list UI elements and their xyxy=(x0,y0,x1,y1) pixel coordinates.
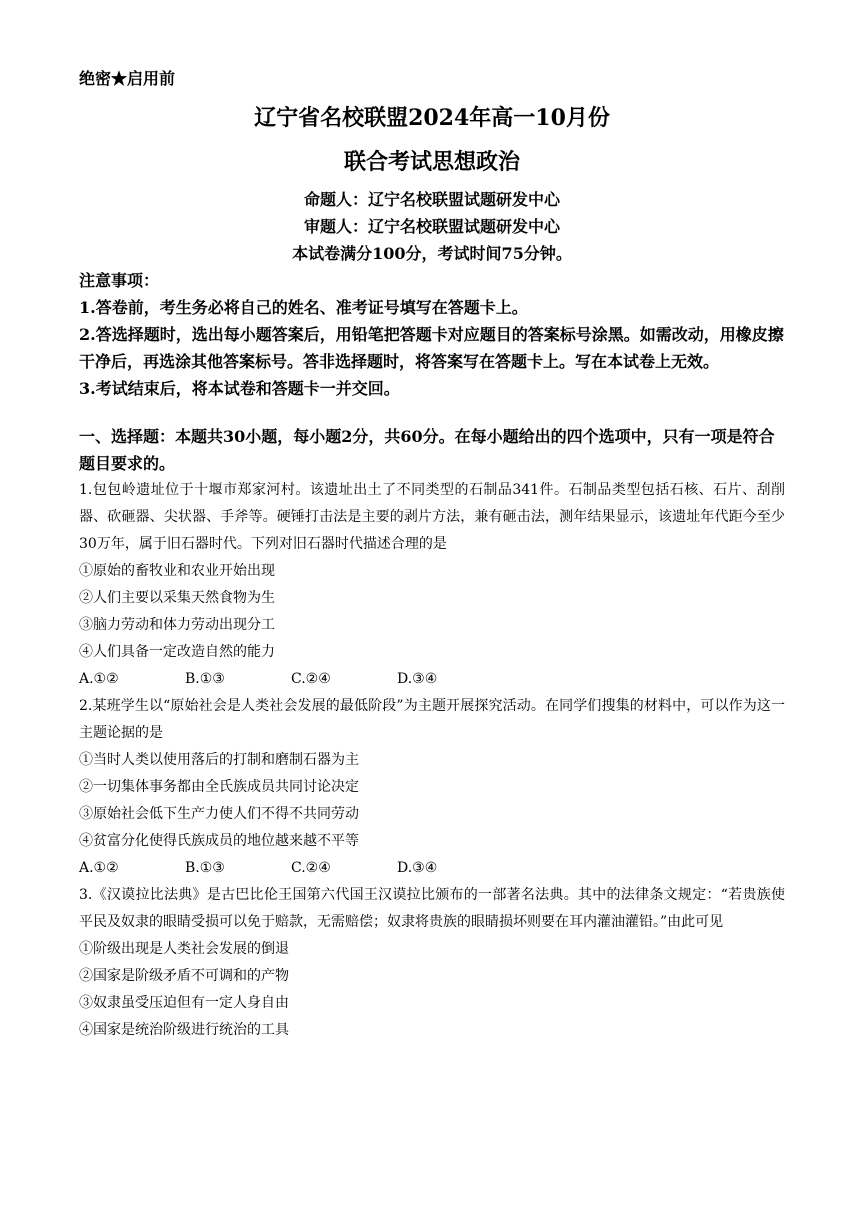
question-1 xyxy=(79,477,785,693)
score-time-line: 本试卷满分100分，考试时间75分钟。 xyxy=(292,244,572,263)
answer-choice-a: A.①② xyxy=(79,860,119,876)
notice-heading: 注意事项： xyxy=(79,271,160,290)
question-option: ①当时人类以使用落后的打制和磨制石器为主 xyxy=(79,752,359,768)
answer-choice-a: A.①② xyxy=(79,671,119,687)
question-option: ②人们主要以采集天然食物为生 xyxy=(79,590,275,606)
answer-choice-c: C.②④ xyxy=(291,860,331,876)
answer-choice-d: D.③④ xyxy=(397,860,438,876)
question-option: ④人们具备一定改造自然的能力 xyxy=(79,644,275,660)
author-block xyxy=(79,186,785,267)
question-option: ③脑力劳动和体力劳动出现分工 xyxy=(79,617,275,633)
notice-item-3: 3.考试结束后，将本试卷和答题卡一并交回。 xyxy=(79,379,400,398)
reviewer-line: 审题人：辽宁名校联盟试题研发中心 xyxy=(303,217,560,236)
question-option: ①原始的畜牧业和农业开始出现 xyxy=(79,563,275,579)
answer-choice-d: D.③④ xyxy=(397,671,438,687)
answer-choices xyxy=(79,855,785,882)
section-heading: 一、选择题：本题共30小题，每小题2分，共60分。在每小题给出的四个选项中，只有一项是符合题目要求的。 xyxy=(79,427,775,473)
question-stem: 2.某班学生以“原始社会是人类社会发展的最低阶段”为主题开展探究活动。在同学们搜集的材料中，可以作为这一主题论据的是 xyxy=(79,698,785,741)
question-option: ③奴隶虽受压迫但有一定人身自由 xyxy=(79,995,289,1011)
question-3 xyxy=(79,882,785,1044)
answer-choice-b: B.①③ xyxy=(185,860,225,876)
question-option: ①阶级出现是人类社会发展的倒退 xyxy=(79,941,289,957)
question-option: ③原始社会低下生产力使人们不得不共同劳动 xyxy=(79,806,359,822)
notice-item-1: 1.答卷前，考生务必将自己的姓名、准考证号填写在答题卡上。 xyxy=(79,298,528,317)
question-stem: 1.包包岭遗址位于十堰市郑家河村。该遗址出土了不同类型的石制品341件。石制品类型包括石核、石片、刮削器、砍砸器、尖状器、手斧等。硬锤打击法是主要的剥片方法，兼有砸击法，测年结果显示，该遗址年代距今至少30万年，属于旧石器时代。下列对旧石器时代描述合理的是 xyxy=(79,482,785,552)
question-option: ②国家是阶级矛盾不可调和的产物 xyxy=(79,968,289,984)
question-option: ④贫富分化使得氏族成员的地位越来越不平等 xyxy=(79,833,359,849)
question-option: ②一切集体事务都由全氏族成员共同讨论决定 xyxy=(79,779,359,795)
notice-item-2: 2.答选择题时，选出每小题答案后，用铅笔把答题卡对应题目的答案标号涂黑。如需改动，用橡皮擦干净后，再选涂其他答案标号。答非选择题时，将答案写在答题卡上。写在本试卷上无效。 xyxy=(79,325,784,371)
author-line: 命题人：辽宁名校联盟试题研发中心 xyxy=(303,190,560,209)
question-2 xyxy=(79,693,785,882)
answer-choice-b: B.①③ xyxy=(185,671,225,687)
confidential-label: 绝密★启用前 xyxy=(79,69,176,88)
exam-title-line2: 联合考试思想政治 xyxy=(343,149,520,175)
answer-choice-c: C.②④ xyxy=(291,671,331,687)
answer-choices xyxy=(79,666,785,693)
exam-title-line1: 辽宁省名校联盟2024年高一10月份 xyxy=(254,105,610,131)
question-option: ④国家是统治阶级进行统治的工具 xyxy=(79,1022,289,1038)
exam-page xyxy=(79,66,785,1044)
question-stem: 3.《汉谟拉比法典》是古巴比伦王国第六代国王汉谟拉比颁布的一部著名法典。其中的法律条文规定：“若贵族使平民及奴隶的眼睛受损可以免于赔款，无需赔偿；奴隶将贵族的眼睛损坏则要在耳内灌油灌铅。”由此可见 xyxy=(79,887,785,930)
